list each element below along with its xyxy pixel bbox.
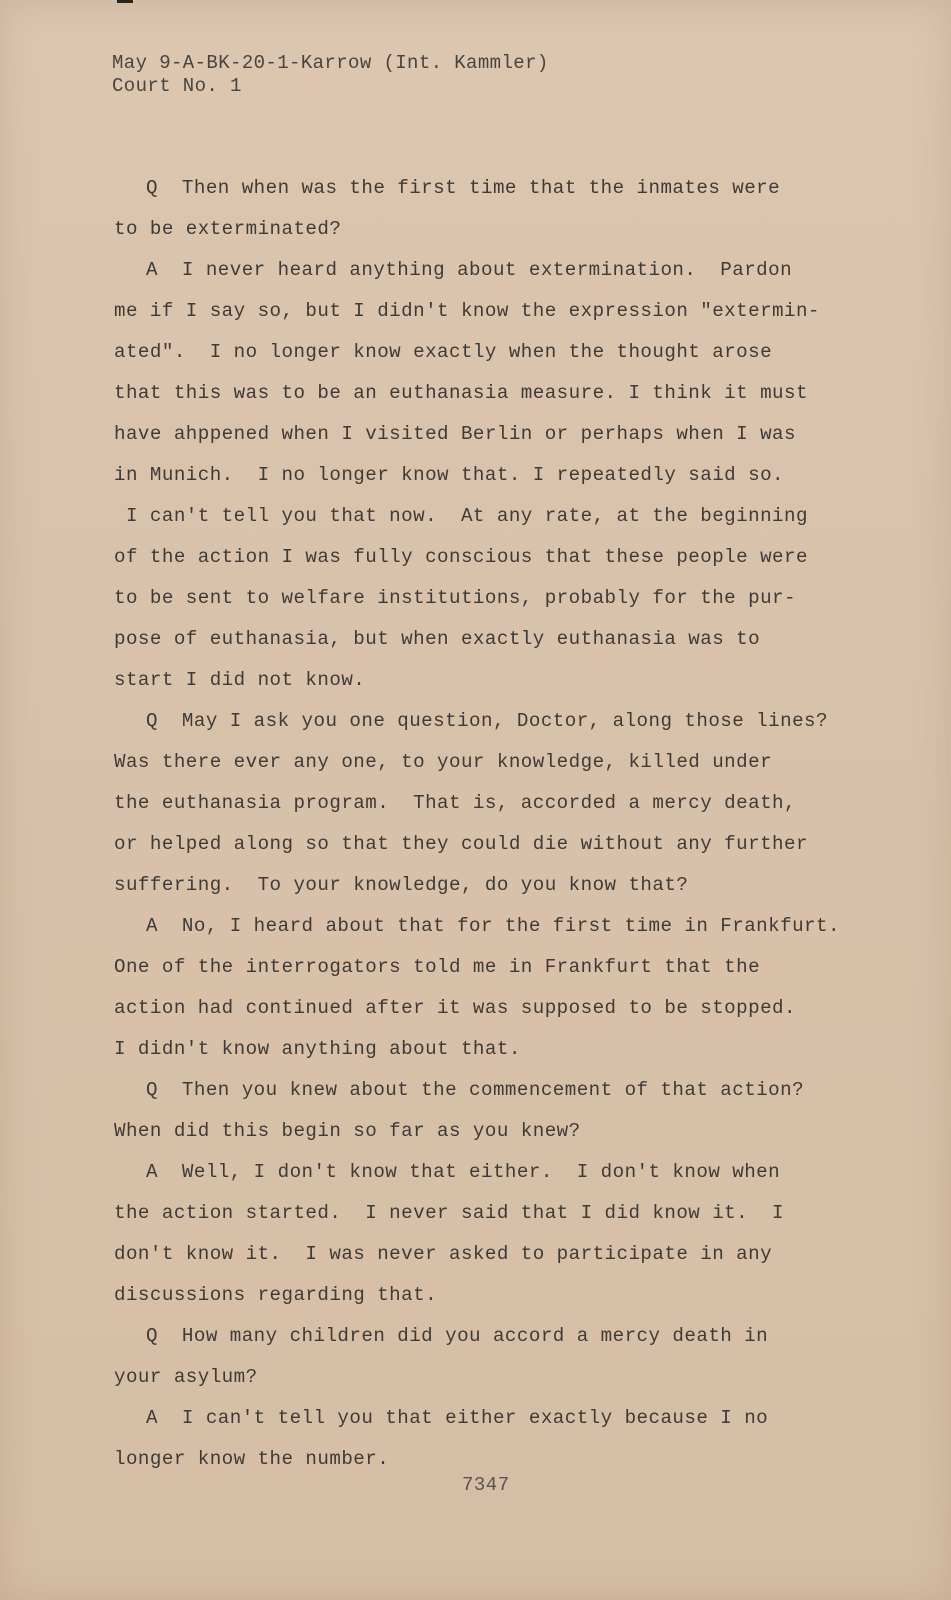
transcript-line: to be exterminated? — [114, 218, 342, 240]
header-court-line: Court No. 1 — [112, 75, 242, 97]
header-case-line: May 9-A-BK-20-1-Karrow (Int. Kammler) — [112, 52, 549, 74]
transcript-line: me if I say so, but I didn't know the expression "extermin- — [114, 300, 820, 322]
transcript-line: to be sent to welfare institutions, probably for the pur- — [114, 587, 796, 609]
transcript-line: Q May I ask you one question, Doctor, along those lines? — [146, 710, 828, 732]
transcript-line: have ahppened when I visited Berlin or perhaps when I was — [114, 423, 796, 445]
transcript-line: Q Then when was the first time that the inmates were — [146, 177, 781, 199]
page-number: 7347 — [462, 1474, 510, 1496]
transcript-line: your asylum? — [114, 1366, 258, 1388]
transcript-line: I can't tell you that now. At any rate, at the beginning — [114, 505, 808, 527]
transcript-line: A Well, I don't know that either. I don't know when — [146, 1161, 781, 1183]
transcript-line: action had continued after it was supposed to be stopped. — [114, 997, 796, 1019]
transcript-body — [114, 168, 854, 1480]
transcript-line: the action started. I never said that I did know it. I — [114, 1202, 785, 1224]
transcript-line: Q How many children did you accord a mercy death in — [146, 1325, 769, 1347]
transcript-line: that this was to be an euthanasia measure. I think it must — [114, 382, 808, 404]
transcript-line: ated". I no longer know exactly when the thought arose — [114, 341, 773, 363]
transcript-line: suffering. To your knowledge, do you know that? — [114, 874, 689, 896]
transcript-line: in Munich. I no longer know that. I repeatedly said so. — [114, 464, 785, 486]
document-header — [112, 52, 549, 98]
transcript-line: pose of euthanasia, but when exactly euthanasia was to — [114, 628, 761, 650]
transcript-line: Was there ever any one, to your knowledge, killed under — [114, 751, 773, 773]
transcript-line: don't know it. I was never asked to participate in any — [114, 1243, 773, 1265]
transcript-line: When did this begin so far as you knew? — [114, 1120, 581, 1142]
transcript-line: of the action I was fully conscious that these people were — [114, 546, 808, 568]
transcript-line: A No, I heard about that for the first time in Frankfurt. — [146, 915, 840, 937]
transcript-line: discussions regarding that. — [114, 1284, 438, 1306]
transcript-line: I didn't know anything about that. — [114, 1038, 521, 1060]
edge-mark — [117, 0, 133, 3]
transcript-line: longer know the number. — [114, 1448, 390, 1470]
transcript-line: start I did not know. — [114, 669, 366, 691]
transcript-line: A I can't tell you that either exactly because I no — [146, 1407, 769, 1429]
transcript-line: the euthanasia program. That is, accorded a mercy death, — [114, 792, 796, 814]
transcript-line: Q Then you knew about the commencement of that action? — [146, 1079, 805, 1101]
transcript-line: A I never heard anything about extermination. Pardon — [146, 259, 793, 281]
transcript-line: One of the interrogators told me in Frankfurt that the — [114, 956, 761, 978]
transcript-line: or helped along so that they could die without any further — [114, 833, 808, 855]
